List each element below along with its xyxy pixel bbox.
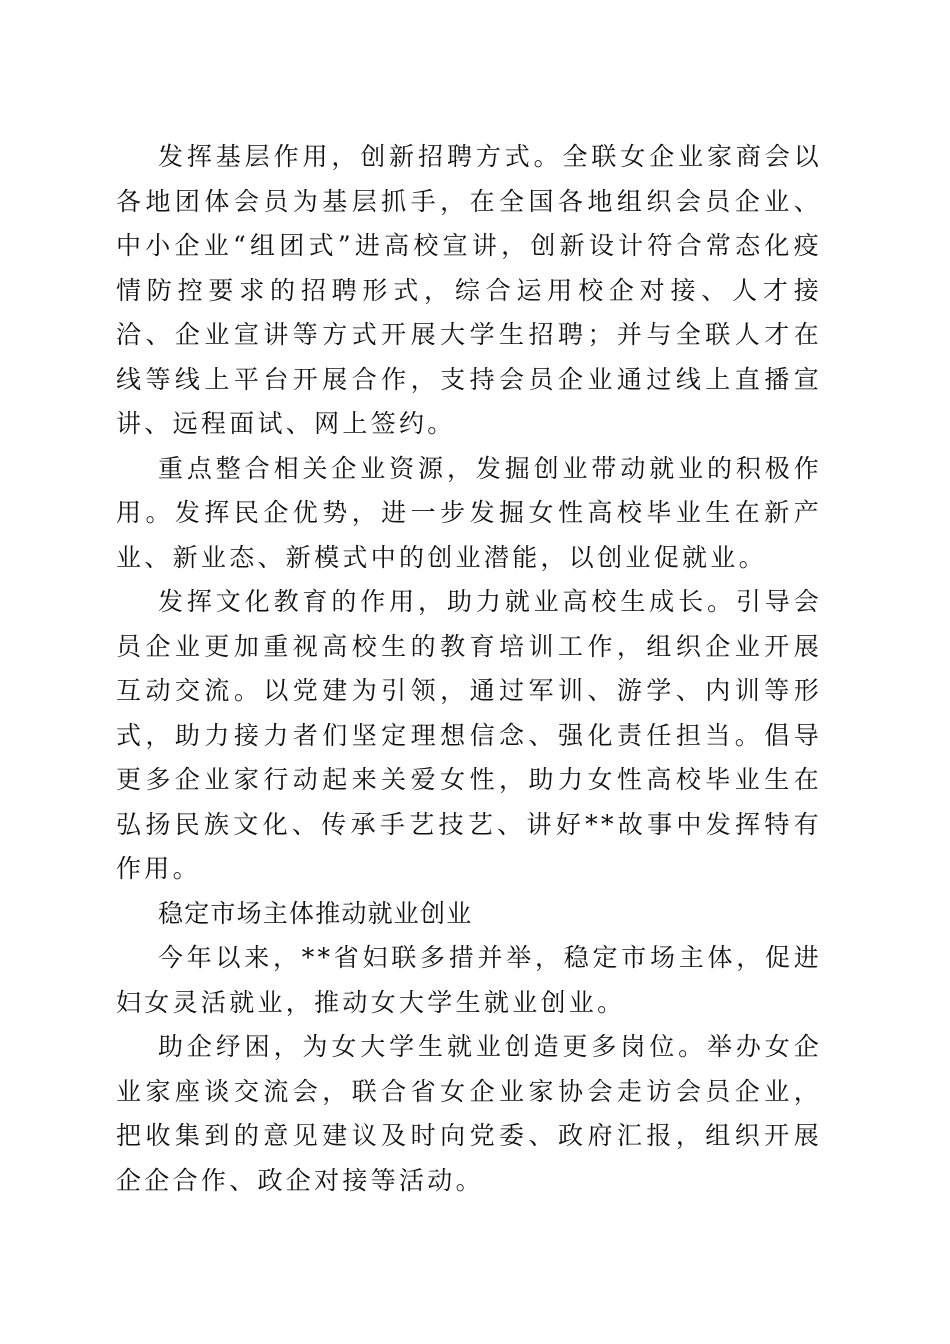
paragraph-entrepreneurship: 重点整合相关企业资源，发掘创业带动就业的积极作用。发挥民企优势，进一步发掘女性高校毕业生在新产业、新业态、新模式中的创业潜能，以创业促就业。 (116, 453, 822, 572)
paragraph-relief: 助企纾困，为女大学生就业创造更多岗位。举办女企业家座谈交流会，联合省女企业家协会走访会员企业，把收集到的意见建议及时向党委、政府汇报，组织开展企企合作、政企对接等活动。 (116, 1032, 822, 1195)
document-body (116, 135, 822, 1203)
paragraph-provincial-federation: 今年以来，**省妇联多措并举，稳定市场主体，促进妇女灵活就业，推动女大学生就业创业。 (116, 943, 822, 1017)
paragraph-recruitment: 发挥基层作用，创新招聘方式。全联女企业家商会以各地团体会员为基层抓手，在全国各地组织会员企业、中小企业“组团式”进高校宣讲，创新设计符合常态化疫情防控要求的招聘形式，综合运用校企对接、人才接洽、企业宣讲等方式开展大学生招聘；并与全联人才在线等线上平台开展合作，支持会员企业通过线上直播宣讲、远程面试、网上签约。 (116, 142, 822, 438)
paragraph-education: 发挥文化教育的作用，助力就业高校生成长。引导会员企业更加重视高校生的教育培训工作，组织企业开展互动交流。以党建为引领，通过军训、游学、内训等形式，助力接力者们坚定理想信念、强化责任担当。倡导更多企业家行动起来关爱女性，助力女性高校毕业生在弘扬民族文化、传承手艺技艺、讲好**故事中发挥特有作用。 (116, 587, 822, 883)
section-heading: 稳定市场主体推动就业创业 (158, 898, 473, 928)
